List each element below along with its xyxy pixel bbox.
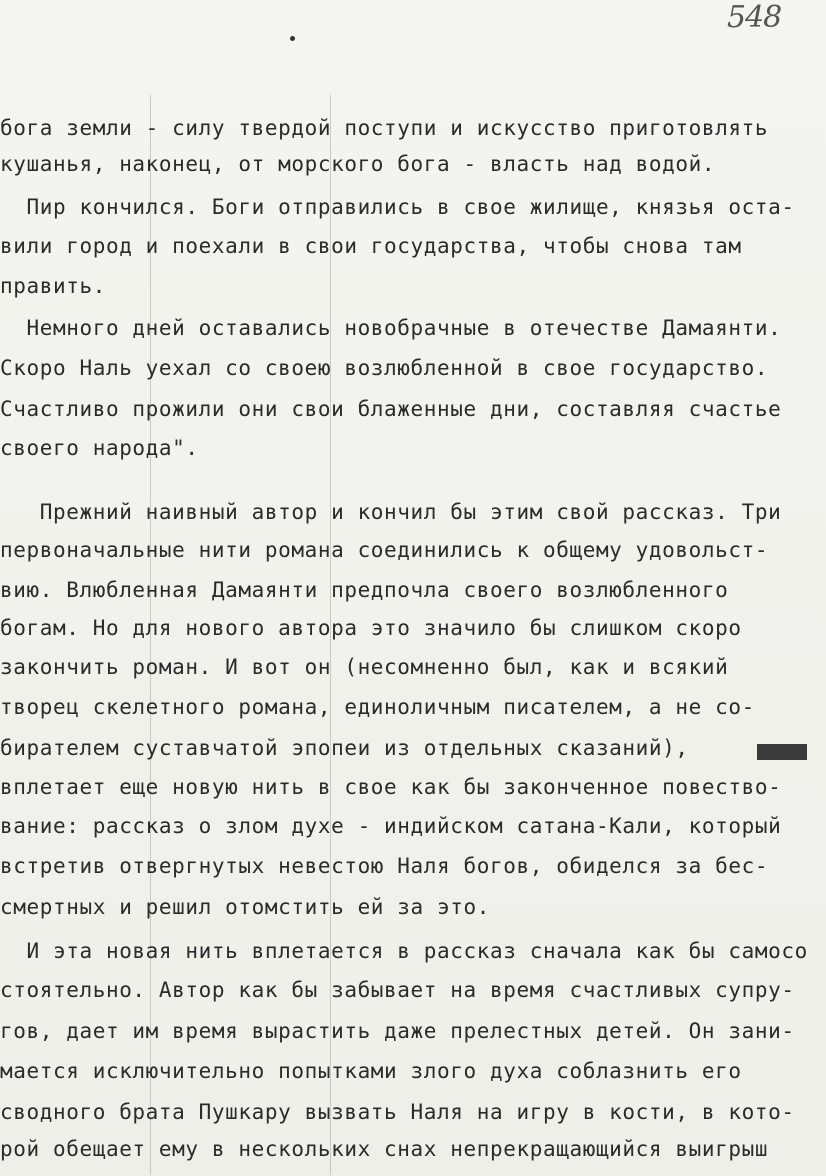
text-line: Немного дней оставались новобрачные в отечестве Дамаянти. <box>0 316 782 340</box>
text-line: богa земли - силу твердой поступи и искусство приготовлять <box>0 116 769 140</box>
text-line: встретив отвергнутых невестою Наля богов, обиделся за бес- <box>0 854 769 878</box>
text-line: сводного брата Пушкару вызвать Наля на игру в кости, в кото- <box>0 1100 795 1124</box>
text-line: Скоро Наль уехал со своею возлюбленной в свое государство. <box>0 356 769 380</box>
text-line: Пир кончился. Боги отправились в свое жилище, князья оста- <box>0 195 795 219</box>
text-line: закончить роман. И вот он (несомненно был, как и всякий <box>0 655 729 679</box>
text-line: первоначальные нити романа соединились к общему удовольст- <box>0 538 769 562</box>
text-line: править. <box>0 274 106 298</box>
text-line: Прежний наивный автор и кончил бы этим свой рассказ. Три <box>0 500 782 524</box>
text-line: кушанья, наконец, от морского бога - власть над водой. <box>0 152 716 176</box>
ink-dot <box>290 36 295 41</box>
handwritten-page-number: 548 <box>727 0 782 35</box>
text-line: смертных и решил отомстить ей за это. <box>0 895 490 919</box>
text-line: бирателем суставчатой эпопеи из отдельных сказаний), <box>0 736 689 760</box>
text-line: вию. Влюбленная Дамаянти предпочла своего возлюбленного <box>0 578 729 602</box>
text-line: гов, дает им время вырастить даже прелестных детей. Он зани- <box>0 1019 795 1043</box>
text-line: вплетает еще новую нить в свое как бы законченное повество- <box>0 775 782 799</box>
text-line: богам. Но для нового автора это значило бы слишком скоро <box>0 616 742 640</box>
text-line: вили город и поехали в свои государства, чтобы снова там <box>0 234 742 258</box>
text-line: своего народа". <box>0 436 199 460</box>
text-line: вание: рассказ о злом духе - индийском сатана-Кали, который <box>0 814 782 838</box>
struck-out-word <box>757 744 807 760</box>
text-line: рой обещает ему в нескольких снах непрекращающийся выигрыш <box>0 1137 769 1161</box>
text-line: мается исключительно попытками злого духа соблазнить его <box>0 1059 742 1083</box>
text-line: творец скелетного романа, единоличным писателем, а не со- <box>0 695 755 719</box>
text-line: Счастливо прожили они свои блаженные дни, составляя счастье <box>0 397 782 421</box>
text-line: стоятельно. Автор как бы забывает на время счастливых супру- <box>0 978 795 1002</box>
text-line: И эта новая нить вплетается в рассказ сначала как бы самосо <box>0 939 808 963</box>
